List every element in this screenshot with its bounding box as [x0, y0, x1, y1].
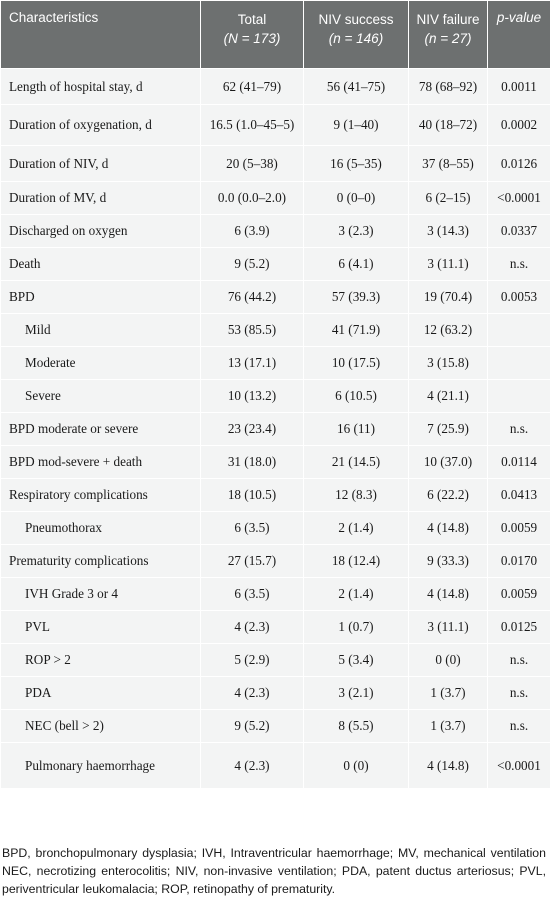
- cell-niv-success: 18 (12.4): [304, 545, 409, 578]
- cell-characteristic: Prematurity complications: [1, 545, 201, 578]
- cell-characteristic: Respiratory complications: [1, 479, 201, 512]
- cell-total: 23 (23.4): [201, 413, 304, 446]
- cell-niv-failure: 7 (25.9): [409, 413, 488, 446]
- header-row: [1, 1, 550, 69]
- cell-niv-failure: 3 (11.1): [409, 248, 488, 281]
- table-row: [1, 611, 550, 644]
- table-row: [1, 69, 550, 105]
- cell-p-value: 0.0337: [488, 215, 550, 248]
- cell-niv-success: 2 (1.4): [304, 578, 409, 611]
- table-row: [1, 446, 550, 479]
- cell-p-value: 0.0002: [488, 105, 550, 146]
- cell-niv-success: 0 (0–0): [304, 182, 409, 215]
- cell-characteristic: BPD mod-severe + death: [1, 446, 201, 479]
- table-body: [1, 69, 550, 789]
- cell-characteristic: NEC (bell > 2): [1, 710, 201, 743]
- cell-p-value: 0.0114: [488, 446, 550, 479]
- cell-total: 4 (2.3): [201, 611, 304, 644]
- cell-characteristic: Death: [1, 248, 201, 281]
- cell-total: 0.0 (0.0–2.0): [201, 182, 304, 215]
- cell-niv-failure: 10 (37.0): [409, 446, 488, 479]
- header-niv-success-label: NIV success: [318, 12, 394, 27]
- cell-total: 27 (15.7): [201, 545, 304, 578]
- cell-total: 31 (18.0): [201, 446, 304, 479]
- cell-p-value: n.s.: [488, 248, 550, 281]
- cell-niv-success: 6 (4.1): [304, 248, 409, 281]
- cell-characteristic: IVH Grade 3 or 4: [1, 578, 201, 611]
- cell-characteristic: Duration of MV, d: [1, 182, 201, 215]
- cell-niv-failure: 4 (14.8): [409, 512, 488, 545]
- cell-total: 10 (13.2): [201, 380, 304, 413]
- cell-p-value: 0.0125: [488, 611, 550, 644]
- cell-niv-failure: 40 (18–72): [409, 105, 488, 146]
- cell-total: 6 (3.9): [201, 215, 304, 248]
- cell-niv-failure: 37 (8–55): [409, 146, 488, 182]
- cell-niv-failure: 3 (11.1): [409, 611, 488, 644]
- table-row: [1, 347, 550, 380]
- cell-niv-failure: 9 (33.3): [409, 545, 488, 578]
- cell-niv-success: 2 (1.4): [304, 512, 409, 545]
- cell-characteristic: PVL: [1, 611, 201, 644]
- header-niv-failure: [409, 1, 488, 69]
- cell-total: 6 (3.5): [201, 512, 304, 545]
- cell-p-value: n.s.: [488, 710, 550, 743]
- cell-niv-failure: 4 (14.8): [409, 578, 488, 611]
- cell-characteristic: Moderate: [1, 347, 201, 380]
- cell-niv-success: 5 (3.4): [304, 644, 409, 677]
- cell-p-value: n.s.: [488, 644, 550, 677]
- cell-niv-failure: 12 (63.2): [409, 314, 488, 347]
- cell-characteristic: Mild: [1, 314, 201, 347]
- cell-niv-failure: 1 (3.7): [409, 710, 488, 743]
- table-row: [1, 215, 550, 248]
- cell-niv-failure: 0 (0): [409, 644, 488, 677]
- header-total-n: (N = 173): [223, 31, 281, 46]
- cell-characteristic: Pneumothorax: [1, 512, 201, 545]
- cell-total: 16.5 (1.0–45–5): [201, 105, 304, 146]
- table-row: [1, 413, 550, 446]
- cell-niv-failure: 6 (22.2): [409, 479, 488, 512]
- cell-total: 9 (5.2): [201, 248, 304, 281]
- cell-p-value: n.s.: [488, 413, 550, 446]
- table-row: [1, 380, 550, 413]
- header-niv-success-n: (n = 146): [328, 31, 384, 46]
- cell-niv-success: 10 (17.5): [304, 347, 409, 380]
- cell-niv-success: 12 (8.3): [304, 479, 409, 512]
- table-row: [1, 479, 550, 512]
- cell-p-value: 0.0413: [488, 479, 550, 512]
- cell-p-value: 0.0059: [488, 512, 550, 545]
- cell-total: 62 (41–79): [201, 69, 304, 105]
- header-niv-success: [304, 1, 409, 69]
- cell-niv-success: 0 (0): [304, 743, 409, 789]
- cell-characteristic: Length of hospital stay, d: [1, 69, 201, 105]
- table-row: [1, 105, 550, 146]
- cell-p-value: 0.0011: [488, 69, 550, 105]
- table-row: [1, 182, 550, 215]
- cell-characteristic: ROP > 2: [1, 644, 201, 677]
- cell-characteristic: Severe: [1, 380, 201, 413]
- cell-niv-success: 1 (0.7): [304, 611, 409, 644]
- table-row: [1, 710, 550, 743]
- cell-characteristic: PDA: [1, 677, 201, 710]
- cell-total: 4 (2.3): [201, 677, 304, 710]
- cell-p-value: n.s.: [488, 677, 550, 710]
- cell-niv-failure: 3 (14.3): [409, 215, 488, 248]
- cell-p-value: 0.0126: [488, 146, 550, 182]
- header-total: [201, 1, 304, 69]
- cell-p-value: <0.0001: [488, 182, 550, 215]
- cell-total: 76 (44.2): [201, 281, 304, 314]
- cell-niv-success: 9 (1–40): [304, 105, 409, 146]
- table-row: [1, 644, 550, 677]
- header-characteristics: Characteristics: [1, 1, 201, 69]
- cell-niv-success: 41 (71.9): [304, 314, 409, 347]
- cell-niv-failure: 19 (70.4): [409, 281, 488, 314]
- cell-characteristic: BPD moderate or severe: [1, 413, 201, 446]
- cell-niv-success: 3 (2.1): [304, 677, 409, 710]
- cell-niv-success: 16 (5–35): [304, 146, 409, 182]
- cell-characteristic: BPD: [1, 281, 201, 314]
- table-row: [1, 146, 550, 182]
- cell-niv-success: 8 (5.5): [304, 710, 409, 743]
- cell-niv-success: 56 (41–75): [304, 69, 409, 105]
- cell-niv-failure: 4 (14.8): [409, 743, 488, 789]
- cell-total: 18 (10.5): [201, 479, 304, 512]
- cell-p-value: 0.0059: [488, 578, 550, 611]
- table-header: [1, 1, 550, 69]
- cell-total: 6 (3.5): [201, 578, 304, 611]
- cell-niv-success: 21 (14.5): [304, 446, 409, 479]
- cell-characteristic: Duration of oxygenation, d: [1, 105, 201, 146]
- cell-p-value: 0.0053: [488, 281, 550, 314]
- cell-total: 4 (2.3): [201, 743, 304, 789]
- table-row: [1, 578, 550, 611]
- cell-p-value: <0.0001: [488, 743, 550, 789]
- cell-niv-success: 6 (10.5): [304, 380, 409, 413]
- cell-p-value: [488, 347, 550, 380]
- table-row: [1, 545, 550, 578]
- cell-niv-failure: 1 (3.7): [409, 677, 488, 710]
- cell-niv-success: 57 (39.3): [304, 281, 409, 314]
- header-niv-failure-label: NIV failure: [416, 12, 480, 27]
- cell-niv-failure: 3 (15.8): [409, 347, 488, 380]
- table-row: [1, 314, 550, 347]
- cell-total: 20 (5–38): [201, 146, 304, 182]
- cell-p-value: [488, 380, 550, 413]
- cell-niv-failure: 78 (68–92): [409, 69, 488, 105]
- table-row: [1, 512, 550, 545]
- cell-niv-failure: 4 (21.1): [409, 380, 488, 413]
- cell-total: 13 (17.1): [201, 347, 304, 380]
- cell-p-value: [488, 314, 550, 347]
- cell-total: 5 (2.9): [201, 644, 304, 677]
- header-niv-failure-n: (n = 27): [424, 31, 472, 46]
- cell-total: 53 (85.5): [201, 314, 304, 347]
- cell-characteristic: Discharged on oxygen: [1, 215, 201, 248]
- table-row: [1, 248, 550, 281]
- cell-niv-success: 3 (2.3): [304, 215, 409, 248]
- cell-p-value: 0.0170: [488, 545, 550, 578]
- cell-characteristic: Duration of NIV, d: [1, 146, 201, 182]
- cell-characteristic: Pulmonary haemorrhage: [1, 743, 201, 789]
- cell-total: 9 (5.2): [201, 710, 304, 743]
- table-row: [1, 677, 550, 710]
- table-row: [1, 743, 550, 789]
- header-p-value: p-value: [488, 1, 550, 69]
- table-row: [1, 281, 550, 314]
- cell-niv-failure: 6 (2–15): [409, 182, 488, 215]
- header-total-label: Total: [237, 12, 267, 27]
- table-footnote: BPD, bronchopulmonary dysplasia; IVH, Intraventricular haemorrhage; MV, mechanical ventilation NEC, necrotizing enterocolitis; NIV, non-invasive ventilation; PDA, patent ductus arteriosus; PVL, periventricular leukomalacia; ROP, retinopathy of prematurity.: [2, 846, 546, 896]
- cell-niv-success: 16 (11): [304, 413, 409, 446]
